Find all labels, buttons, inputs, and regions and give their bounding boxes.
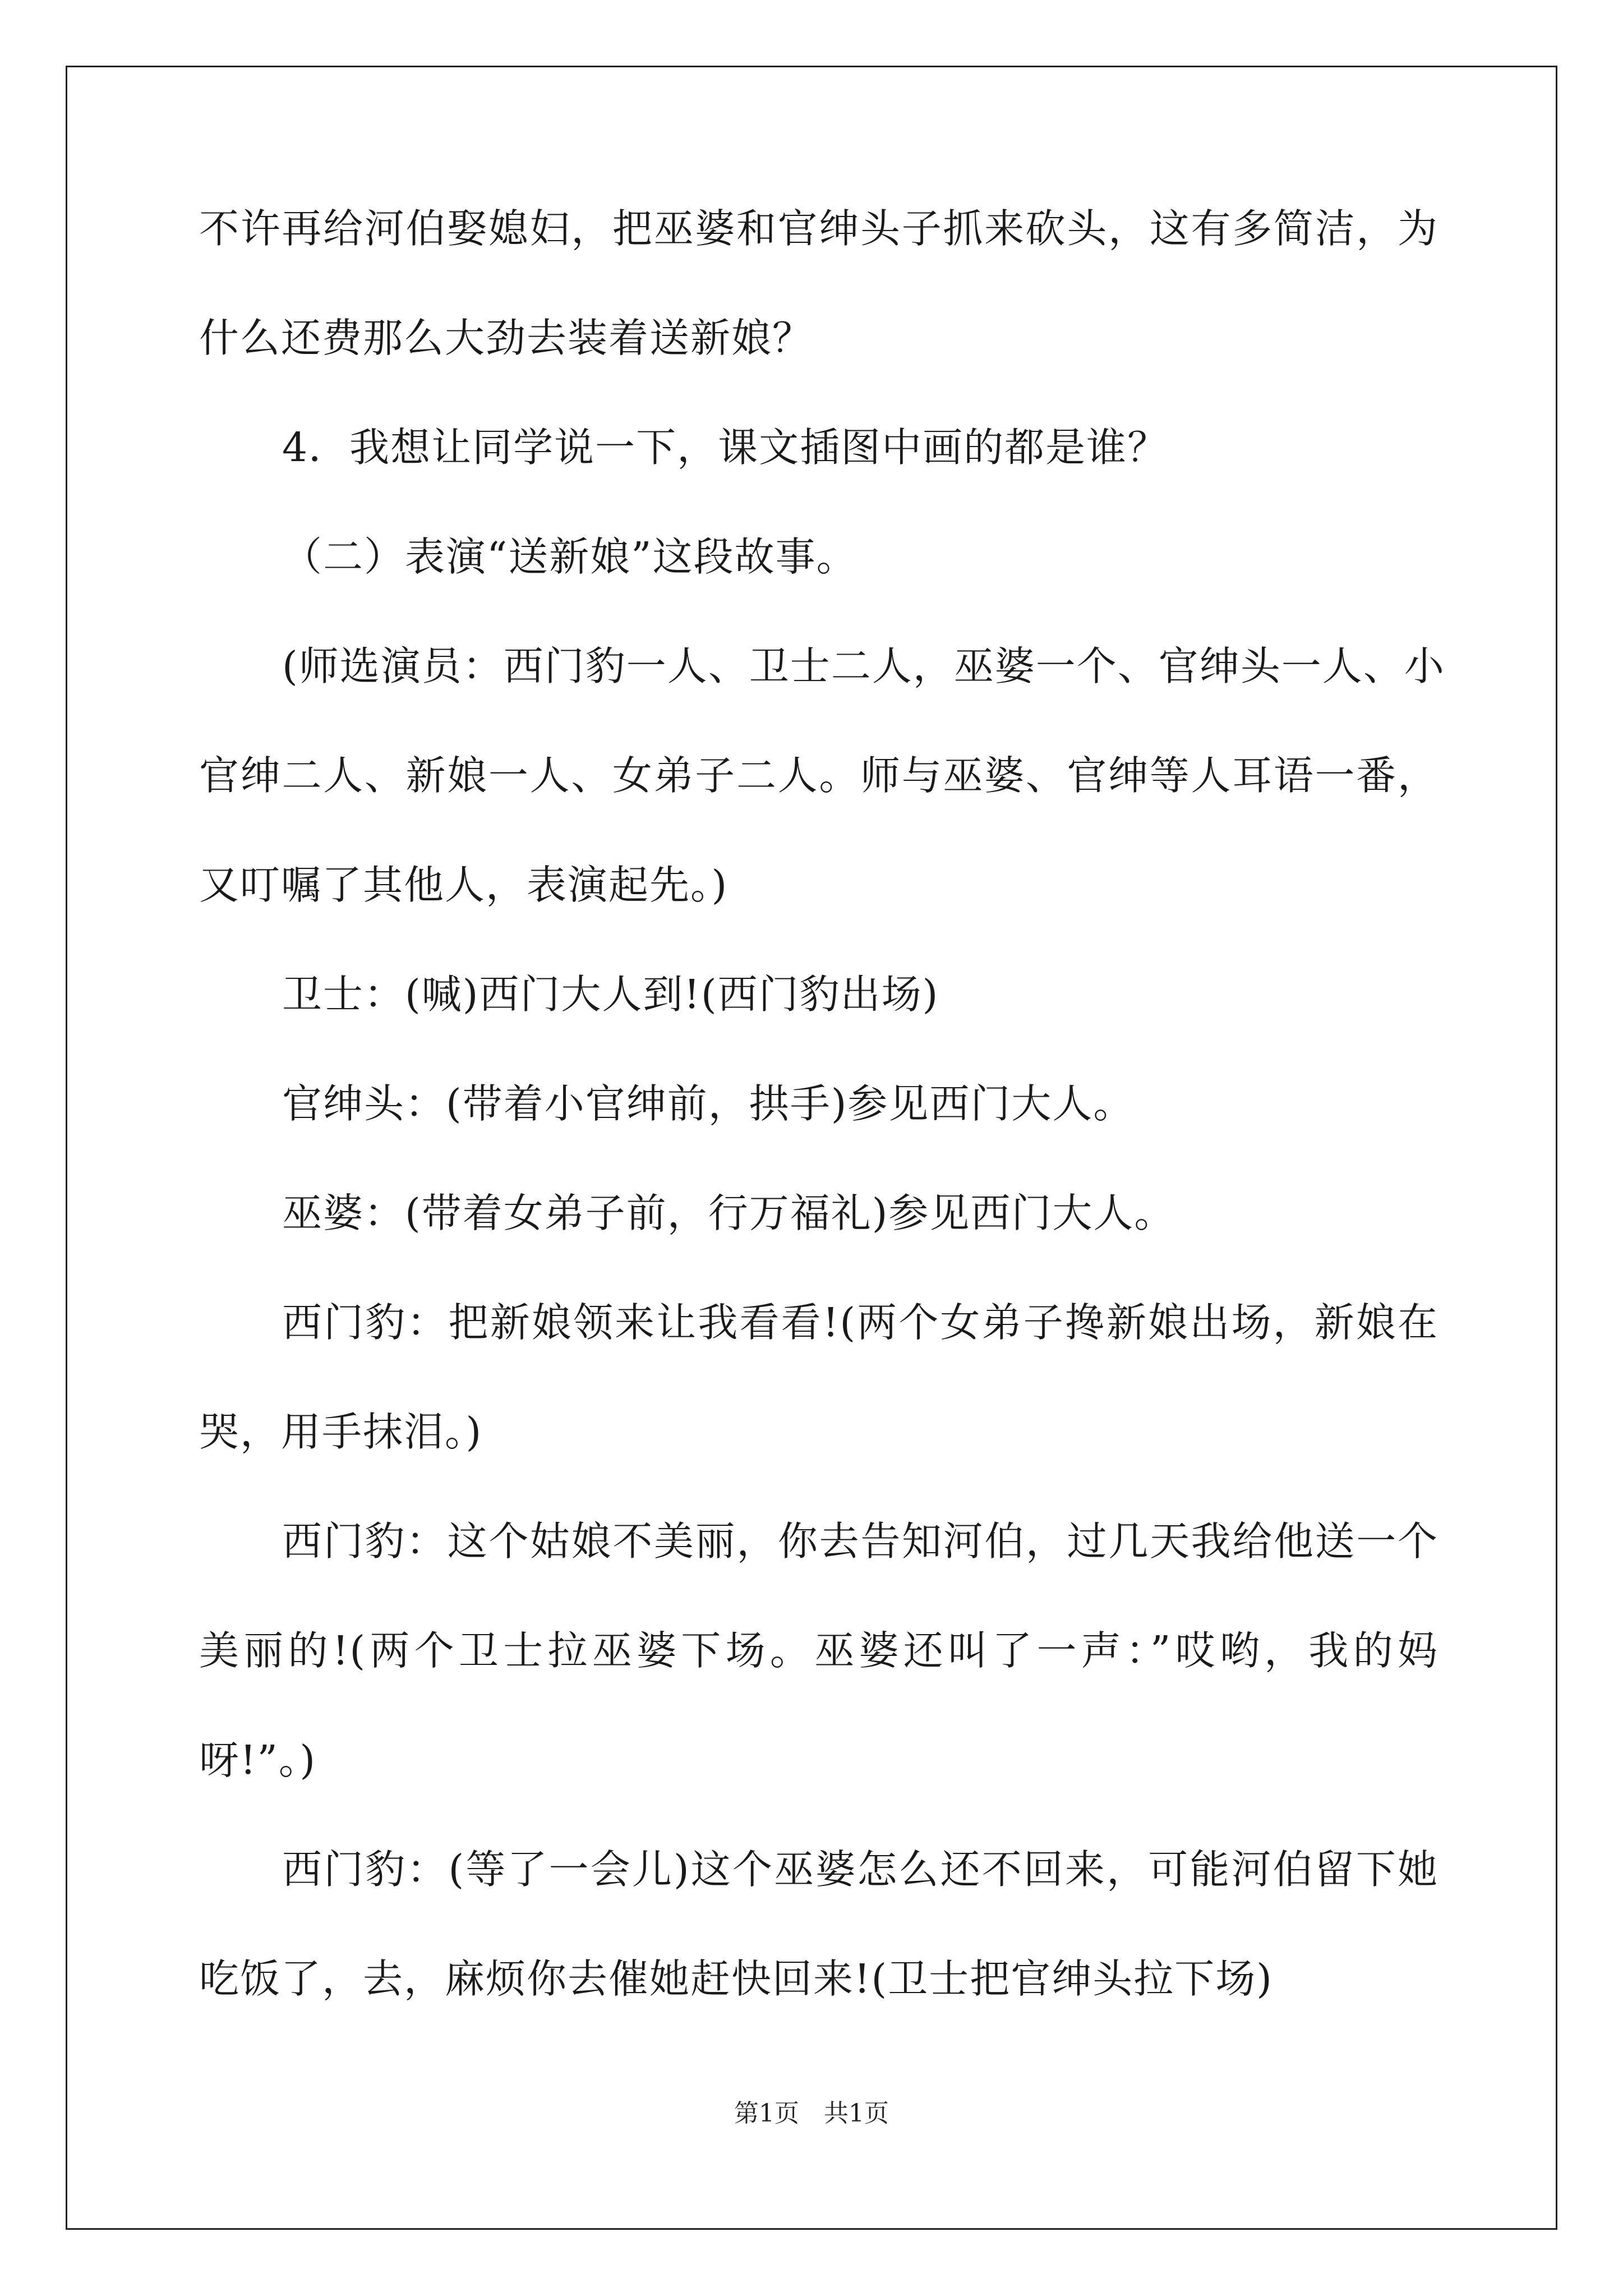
text-line: 美丽的!(两个卫士拉巫婆下场。巫婆还叫了一声：”哎哟，我的妈 [199, 1627, 1438, 1674]
dialogue-line: 官绅头：(带着小官绅前，拱手)参见西门大人。 [282, 1080, 1135, 1127]
page-number: 第1页 共1页 [734, 2099, 889, 2128]
text-line: 不许再给河伯娶媳妇，把巫婆和官绅头子抓来砍头，这有多简洁，为 [199, 205, 1438, 252]
page-border [66, 66, 1557, 2230]
text-line: 呀!”。) [199, 1737, 317, 1783]
text-line: (师选演员：西门豹一人、卫士二人，巫婆一个、官绅头一人、小 [282, 643, 1445, 689]
section-heading: （二）表演“送新娘”这段故事。 [282, 533, 857, 580]
dialogue-line: 巫婆：(带着女弟子前，行万福礼)参见西门大人。 [282, 1190, 1175, 1236]
dialogue-line: 西门豹：这个姑娘不美丽，你去告知河伯，过几天我给他送一个 [282, 1518, 1438, 1565]
dialogue-line: 西门豹：(等了一会儿)这个巫婆怎么还不回来，可能河伯留下她 [282, 1846, 1438, 1893]
dialogue-line: 卫士：(喊)西门大人到!(西门豹出场) [282, 971, 939, 1018]
text-line: 哭，用手抹泪。) [199, 1409, 483, 1455]
text-line: 4．我想让同学说一下，课文插图中画的都是谁？ [282, 424, 1169, 471]
dialogue-line: 西门豹：把新娘领来让我看看!(两个女弟子搀新娘出场，新娘在 [282, 1299, 1438, 1346]
text-line: 吃饭了，去，麻烦你去催她赶快回来!(卫士把官绅头拉下场) [199, 1955, 1273, 2002]
text-line: 官绅二人、新娘一人、女弟子二人。师与巫婆、官绅等人耳语一番， [199, 752, 1438, 799]
text-line: 什么还费那么大劲去装着送新娘？ [199, 315, 814, 361]
text-line: 又叮嘱了其他人，表演起先。) [199, 862, 728, 908]
